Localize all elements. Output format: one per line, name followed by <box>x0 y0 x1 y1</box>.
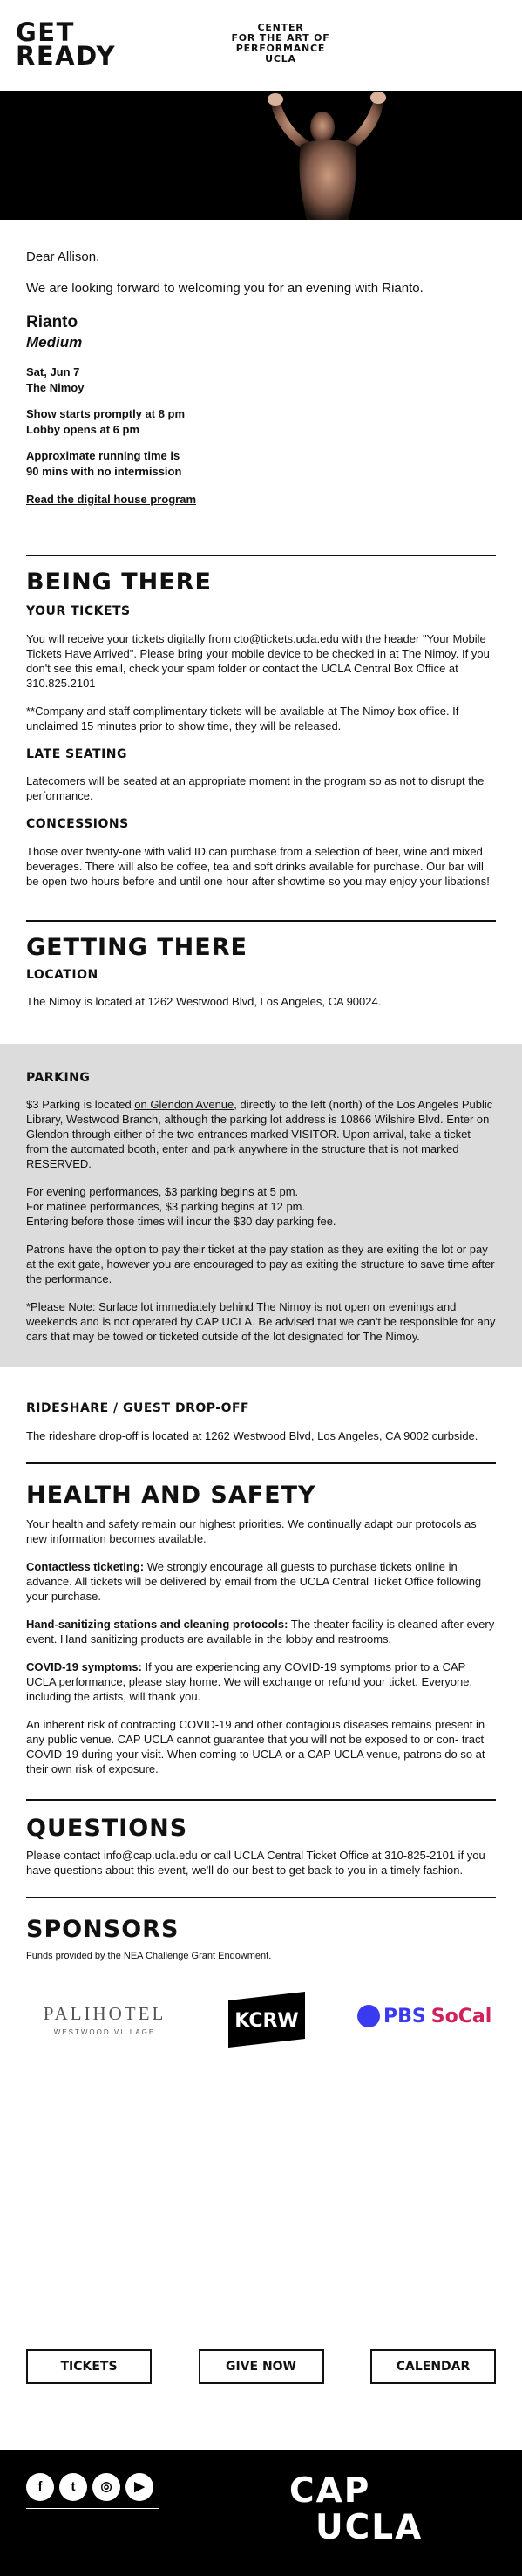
being-there-heading: BEING THERE <box>26 569 212 596</box>
health-heading: HEALTH AND SAFETY <box>26 1481 316 1509</box>
questions-paragraph: Please contact info@cap.ucla.edu or call UCLA Central Ticket Office at 310-825-2101 if you have questions about this event, we'll do our best to get back to you in a timely fashion. <box>26 1848 485 1877</box>
show-title: Rianto <box>26 312 78 331</box>
logo-line3: PERFORMANCE <box>235 43 326 54</box>
get-ready-line2: READY <box>16 41 117 71</box>
social-links <box>26 2473 153 2501</box>
parking-note: *Please Note: Surface lot immediately behind The Nimoy is not open on evenings and weekends and is not operated by CAP UCLA. Be advised that we can't be responsible for any cars that may be towed or ticketed outside of the lot designated for The Nimoy. <box>26 1300 496 1344</box>
contactless-paragraph <box>26 1559 496 1604</box>
give-now-button[interactable]: GIVE NOW <box>199 2349 324 2384</box>
sanitizing-paragraph <box>26 1617 496 1646</box>
footer <box>0 2450 522 2576</box>
socal-text: SoCal <box>430 2005 492 2027</box>
comp-tickets-paragraph: **Company and staff complimentary tickets will be available at The Nimoy box office. If unclaimed 15 minutes prior to show time, they will be released. <box>26 704 459 733</box>
getting-there-heading: GETTING THERE <box>26 933 247 961</box>
covid-label: COVID-19 symptoms: <box>26 1659 142 1673</box>
parking-paragraph-1 <box>26 1097 496 1171</box>
sponsors-section <box>0 1898 522 2067</box>
greeting: Dear Allison, <box>26 249 100 264</box>
parking-evening: For evening performances, $3 parking begins at 5 pm. <box>26 1185 299 1199</box>
sponsor-logos <box>26 1980 496 2067</box>
concessions-paragraph: Those over twenty-one with valid ID can purchase from a selection of beer, wine and mixed beverages. There will also be coffee, tea and soft drinks available for purchase. Our bar will be open two hours before and until one hour after showtime so you may enjoy your libations! <box>26 844 490 888</box>
show-date: Sat, Jun 7 <box>26 365 80 379</box>
sponsors-heading: SPONSORS <box>26 1915 180 1943</box>
questions-heading: QUESTIONS <box>26 1814 188 1842</box>
footer-cap: CAP <box>289 2471 371 2511</box>
covid-paragraph <box>26 1659 496 1704</box>
parking-paragraph-3: Patrons have the option to pay their ticket at the pay station as they are exiting the lot or pay at the exit gate, however you are encouraged to pay as exiting the structure to save time after the performance. <box>26 1243 495 1286</box>
rideshare-paragraph: The rideshare drop-off is located at 1262 Westwood Blvd, Los Angeles, CA 9002 curbside. <box>26 1428 478 1442</box>
parking-text-a: $3 Parking is located <box>26 1098 135 1112</box>
cta-buttons <box>26 2349 496 2384</box>
glendon-avenue-link[interactable]: on Glendon Avenue <box>134 1098 234 1112</box>
logo-line4: UCLA <box>265 53 296 65</box>
facebook-icon[interactable]: f <box>26 2473 54 2501</box>
palihotel-location: WESTWOOD VILLAGE <box>53 2027 156 2036</box>
runtime-line2: 90 mins with no intermission <box>26 465 182 479</box>
location-heading: LOCATION <box>26 967 98 982</box>
hero-image <box>0 91 522 220</box>
rideshare-section <box>0 1367 522 1442</box>
footer-cap-ucla-logo[interactable] <box>289 2473 423 2546</box>
twitter-icon[interactable]: t <box>59 2473 87 2501</box>
contactless-label: Contactless ticketing: <box>26 1559 145 1573</box>
parking-heading: PARKING <box>26 1070 91 1085</box>
your-tickets-heading: YOUR TICKETS <box>26 604 131 619</box>
footer-ucla: UCLA <box>315 2508 424 2547</box>
youtube-icon[interactable]: ▶ <box>125 2473 153 2501</box>
pbs-socal-logo[interactable] <box>357 2004 491 2029</box>
tickets-text-b: with the header "Your Mobile Tickets Have Arrived". Please bring your mobile device to be checked in at The Nimoy. If you don't see this email, check your spam folder or contact the UCLA Central Box Office at 310.825.2101 <box>26 631 490 690</box>
intro-section <box>0 249 522 508</box>
tickets-paragraph <box>26 631 496 691</box>
kcrw-text: KCRW <box>234 2009 299 2032</box>
getting-there-section <box>0 922 522 1009</box>
runtime-info <box>26 448 496 480</box>
rideshare-heading: RIDESHARE / GUEST DROP-OFF <box>26 1401 250 1416</box>
logo-line2: FOR THE ART OF <box>231 32 330 44</box>
late-seating-heading: LATE SEATING <box>26 746 128 761</box>
health-section <box>0 1464 522 1776</box>
runtime-line1: Approximate running time is <box>26 449 180 463</box>
questions-section <box>0 1801 522 1877</box>
parking-text-b: , directly to the left (north) of the Los Angeles Public Library, Westwood Branch, although the parking lot address is 10866 Wilshire Blvd. Enter on Glendon through either of the two entrances marked VISITOR. Upon arrival, take a ticket from the automated booth, enter and park anywhere in the structure that is not marked RESERVED. <box>26 1098 493 1171</box>
risk-paragraph: An inherent risk of contracting COVID-19 and other contagious diseases remains present in any public venue. CAP UCLA cannot guarantee that you will not be exposed to or con- tract COVID-19 during your visit. When coming to UCLA or a CAP UCLA venue, patrons do so at their own risk of exposure. <box>26 1717 485 1775</box>
parking-day-fee: Entering before those times will incur the $30 day parking fee. <box>26 1215 336 1229</box>
get-ready-wordmark <box>16 17 117 71</box>
being-there-section <box>0 556 522 888</box>
sanitizing-label: Hand-sanitizing stations and cleaning protocols: <box>26 1617 288 1631</box>
show-venue: The Nimoy <box>26 381 85 395</box>
get-ready-line1: GET <box>16 17 75 47</box>
tickets-text-a: You will receive your tickets digitally from <box>26 631 234 645</box>
tickets-button[interactable]: TICKETS <box>26 2349 152 2384</box>
contactless-text: We strongly encourage all guests to purchase tickets online in advance. All tickets will be delivered by email from the UCLA Central Ticket Office following your purchase. <box>26 1559 482 1603</box>
date-venue <box>26 365 496 396</box>
health-intro: Your health and safety remain our highest priorities. We continually adapt our protocols as new information becomes available. <box>26 1516 477 1545</box>
instagram-icon[interactable]: ◎ <box>92 2473 120 2501</box>
concessions-heading: CONCESSIONS <box>26 817 129 832</box>
show-start-time: Show starts promptly at 8 pm <box>26 407 186 421</box>
late-seating-paragraph: Latecomers will be seated at an appropriate moment in the program so as not to disrupt the performance. <box>26 774 485 803</box>
lobby-open-time: Lobby opens at 6 pm <box>26 423 140 437</box>
sponsors-paragraph: Funds provided by the NEA Challenge Grant Endowment. <box>26 1950 272 1961</box>
intro-message: We are looking forward to welcoming you for an evening with Rianto. <box>26 280 424 296</box>
sanitizing-text: The theater facility is cleaned after every event. Hand sanitizing products are available in the lobby and restrooms. <box>26 1617 495 1646</box>
palihotel-name: PALIHOTEL <box>43 2002 166 2024</box>
house-program-link[interactable]: Read the digital house program <box>26 493 197 507</box>
show-times <box>26 406 496 438</box>
show-subtitle: Medium <box>26 333 83 351</box>
cap-ucla-logo[interactable] <box>228 23 333 65</box>
parking-matinee: For matinee performances, $3 parking begins at 12 pm. <box>26 1200 306 1214</box>
calendar-button[interactable]: CALENDAR <box>370 2349 496 2384</box>
pbs-head-icon <box>357 2005 380 2027</box>
palihotel-logo[interactable] <box>26 2002 183 2037</box>
logo-line1: CENTER <box>257 22 304 33</box>
dancer-photo <box>261 91 392 220</box>
tickets-email-link[interactable]: cto@tickets.ucla.edu <box>234 631 339 645</box>
location-paragraph: The Nimoy is located at 1262 Westwood Blvd, Los Angeles, CA 90024. <box>26 994 382 1008</box>
parking-section <box>0 1044 522 1367</box>
social-underline <box>26 2508 159 2509</box>
pbs-text: PBS <box>383 2005 426 2027</box>
header <box>0 0 522 91</box>
kcrw-logo[interactable] <box>223 1988 310 2051</box>
parking-times <box>26 1184 496 1229</box>
covid-text: If you are experiencing any COVID-19 symptoms prior to a CAP UCLA performance, please stay home. We will exchange or refund your ticket. Everyone, including the artists, will thank you. <box>26 1659 473 1703</box>
